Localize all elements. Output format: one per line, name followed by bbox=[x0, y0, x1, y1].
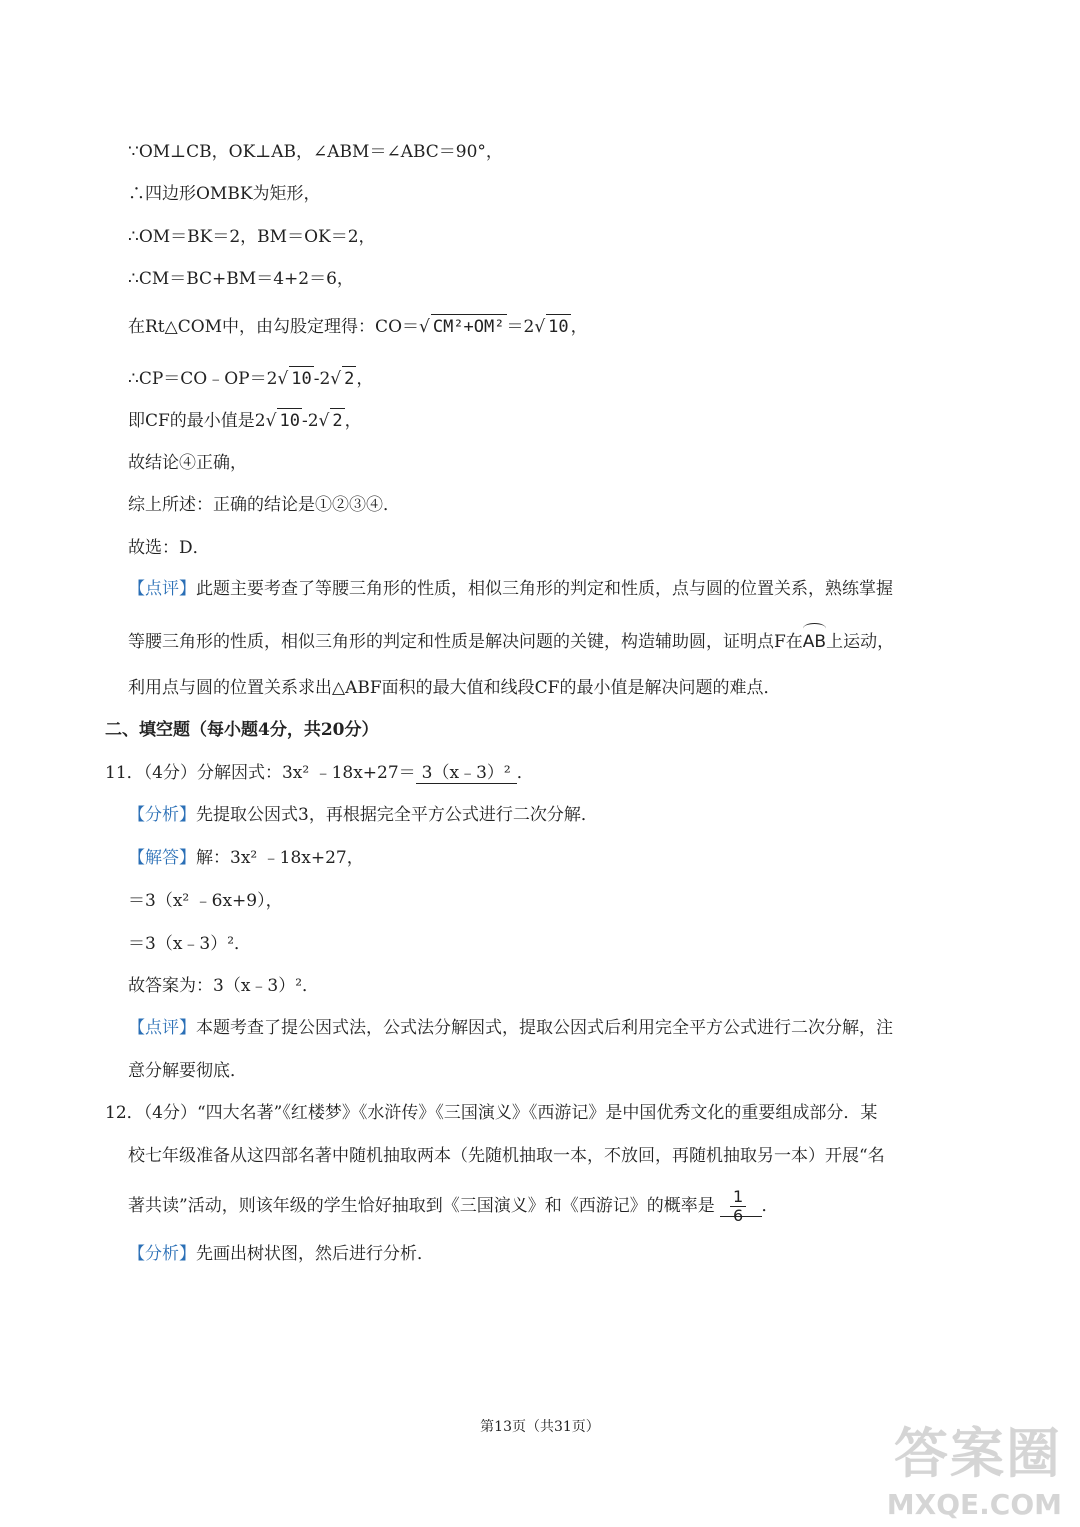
text-fragment: ＝2 bbox=[506, 317, 535, 337]
text-fragment: ． bbox=[516, 763, 534, 783]
answer-line bbox=[128, 846, 364, 870]
question-12-line bbox=[128, 1188, 779, 1225]
analysis-tag: 【分析】 bbox=[128, 805, 196, 825]
arc-ab: AB bbox=[802, 632, 827, 652]
question-11 bbox=[105, 761, 534, 785]
solution-line: 故选：D． bbox=[128, 538, 210, 558]
text-fragment: 先画出树状图，然后进行分析． bbox=[196, 1244, 434, 1264]
solution-line: ∴OM＝BK＝2，BM＝OK＝2， bbox=[128, 227, 376, 247]
denominator: 6 bbox=[733, 1206, 744, 1225]
text-fragment: 先提取公因式3，再根据完全平方公式进行二次分解． bbox=[196, 805, 598, 825]
question-text: 11．（4分）分解因式：3x² ﹣18x+27＝ bbox=[105, 763, 416, 783]
text-fragment: 在Rt△COM中，由勾股定理得：CO＝ bbox=[128, 317, 419, 337]
site-watermark-logo bbox=[886, 1411, 1062, 1521]
text-fragment: 著共读”活动，则该年级的学生恰好抽取到《三国演义》和《西游记》的概率是 bbox=[128, 1196, 715, 1216]
text-fragment: 本题考查了提公因式法，公式法分解因式，提取公因式后利用完全平方公式进行二次分解，注 bbox=[196, 1018, 893, 1038]
comment-line: 意分解要彻底． bbox=[128, 1061, 247, 1081]
text-fragment: ． bbox=[761, 1196, 779, 1216]
comment-line bbox=[128, 630, 894, 654]
text-fragment: 解：3x² ﹣18x+27， bbox=[196, 848, 364, 868]
answer-blank: 3（x﹣3）² bbox=[416, 763, 517, 784]
comment-tag: 【点评】 bbox=[128, 1018, 196, 1038]
radical-sign: √ bbox=[330, 369, 342, 389]
radical-sign: √ bbox=[318, 411, 330, 431]
text-fragment: -2 bbox=[301, 411, 319, 431]
watermark-top-text: 答案圈 bbox=[894, 1422, 1062, 1485]
answer-line: ＝3（x² ﹣6x+9）， bbox=[128, 891, 283, 911]
radicand: CM²+OM² bbox=[431, 314, 507, 339]
numerator: 1 bbox=[733, 1187, 744, 1206]
text-fragment: 此题主要考查了等腰三角形的性质，相似三角形的判定和性质，点与圆的位置关系，熟练掌握 bbox=[196, 579, 893, 599]
text-fragment: ， bbox=[356, 369, 374, 389]
radicand: 2 bbox=[342, 366, 356, 391]
text-fragment: ∴CP＝CO﹣OP＝2 bbox=[128, 369, 278, 389]
solution-line-cf-min bbox=[128, 408, 362, 433]
text-fragment: 上运动， bbox=[826, 632, 895, 652]
text-fragment: 即CF的最小值是2 bbox=[128, 411, 266, 431]
analysis-line bbox=[128, 803, 598, 827]
radicand: 10 bbox=[289, 366, 313, 391]
comment-tag: 【点评】 bbox=[128, 579, 196, 599]
text-fragment: -2 bbox=[313, 369, 331, 389]
radical-sign: √ bbox=[265, 411, 277, 431]
comment-paragraph bbox=[128, 1016, 893, 1040]
solution-line: ∴四边形OMBK为矩形， bbox=[128, 184, 321, 204]
radical-sign: √ bbox=[277, 369, 289, 389]
solution-line: ∵OM⊥CB，OK⊥AB，∠ABM＝∠ABC＝90°， bbox=[128, 142, 503, 162]
comment-paragraph bbox=[128, 577, 893, 601]
question-12: 12．（4分）“四大名著”《红楼梦》《水浒传》《三国演义》《西游记》是中国优秀文化的重要组成部分．某 bbox=[105, 1103, 878, 1123]
solution-line: 综上所述：正确的结论是①②③④． bbox=[128, 495, 400, 515]
analysis-tag: 【分析】 bbox=[128, 1244, 196, 1264]
watermark-bottom-text: MXQE.COM bbox=[886, 1488, 1062, 1521]
solution-line: 故结论④正确， bbox=[128, 453, 247, 473]
radicand: 10 bbox=[277, 408, 301, 433]
text-fragment: ， bbox=[570, 317, 588, 337]
text-fragment: 等腰三角形的性质，相似三角形的判定和性质是解决问题的关键，构造辅助圆，证明点F在 bbox=[128, 632, 803, 652]
page-footer: 第13页（共31页） bbox=[480, 1419, 600, 1435]
text-fragment: ， bbox=[344, 411, 362, 431]
solution-line-cp bbox=[128, 366, 373, 391]
radicand: 2 bbox=[330, 408, 344, 433]
answer-tag: 【解答】 bbox=[128, 848, 196, 868]
section-heading: 二、填空题（每小题4分，共20分） bbox=[105, 720, 379, 740]
radicand: 10 bbox=[546, 314, 570, 339]
answer-line: 故答案为：3（x﹣3）²． bbox=[128, 976, 320, 996]
question-12-line: 校七年级准备从这四部名著中随机抽取两本（先随机抽取一本，不放回，再随机抽取另一本）开展“名 bbox=[128, 1146, 885, 1166]
comment-line: 利用点与圆的位置关系求出△ABF面积的最大值和线段CF的最小值是解决问题的难点． bbox=[128, 678, 781, 698]
answer-blank bbox=[720, 1187, 761, 1225]
answer-line: ＝3（x﹣3）²． bbox=[128, 934, 252, 954]
fraction-answer bbox=[730, 1188, 746, 1225]
radical-sign: √ bbox=[534, 317, 546, 337]
analysis-line bbox=[128, 1242, 434, 1266]
solution-line-pythagoras bbox=[128, 314, 588, 339]
solution-line: ∴CM＝BC+BM＝4+2＝6， bbox=[128, 269, 354, 289]
radical-sign: √ bbox=[419, 317, 430, 337]
